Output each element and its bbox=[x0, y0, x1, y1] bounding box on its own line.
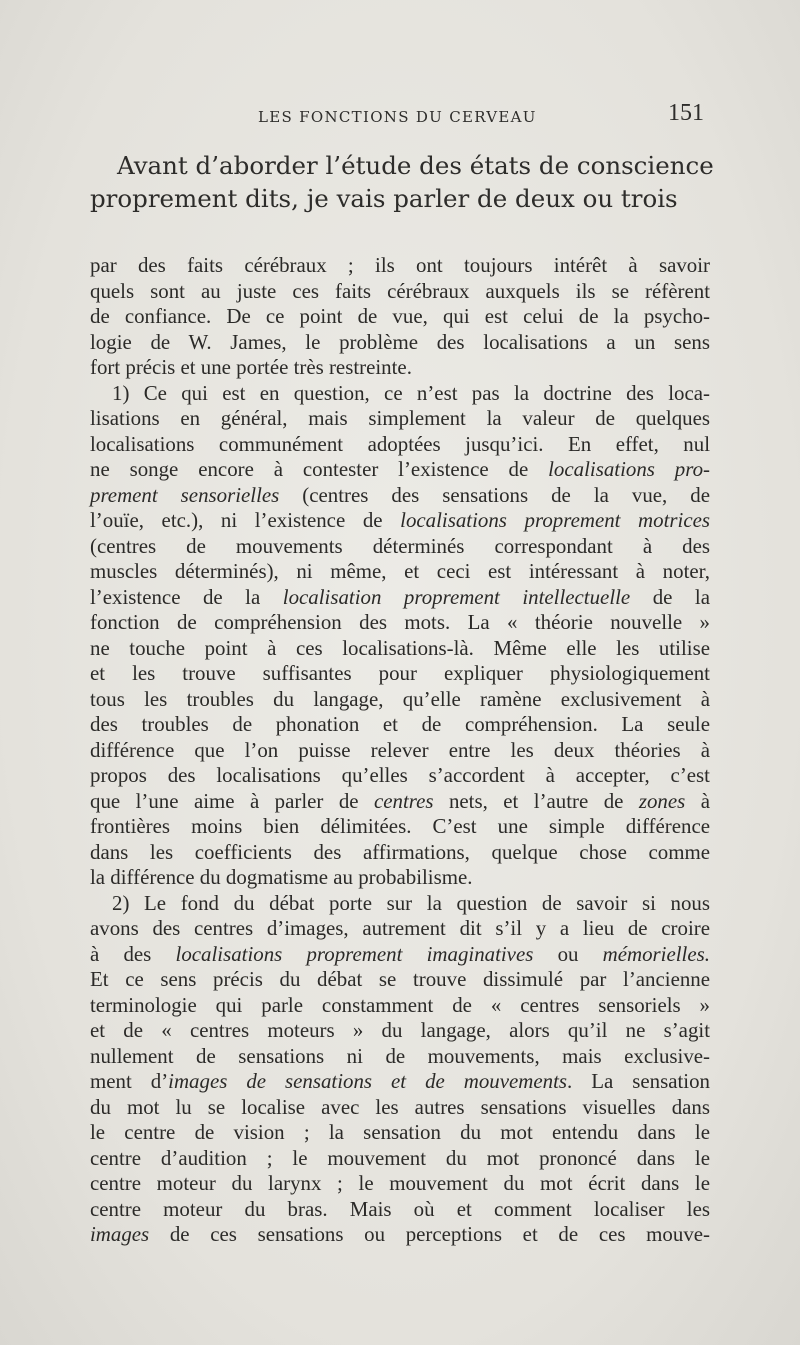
text-line bbox=[90, 1222, 710, 1248]
text-run: que l’une aime à parler de bbox=[90, 788, 374, 813]
text-line: lisations en général, mais simplement la valeur de quelques bbox=[90, 406, 710, 430]
italic-term: images bbox=[90, 1222, 150, 1246]
text-line: et de « centres moteurs » du langage, alors qu’il ne s’agit bbox=[90, 1018, 710, 1042]
paragraph-2 bbox=[90, 891, 710, 1248]
text-line bbox=[90, 789, 710, 815]
text-run: l’ouïe, etc.), ni l’existence de bbox=[90, 508, 401, 532]
text-run: ment d’ bbox=[90, 1069, 169, 1093]
text-line bbox=[90, 508, 710, 534]
italic-term: localisation proprement intellectuelle bbox=[282, 584, 631, 609]
intro-line: Avant d’aborder l’étude des états de conscience bbox=[117, 151, 714, 180]
text-line: fort précis et une portée très restreinte. bbox=[90, 355, 412, 379]
text-line bbox=[90, 585, 710, 611]
text-line: logie de W. James, le problème des localisations a un sens bbox=[90, 329, 710, 354]
text-run: . La sensation bbox=[567, 1069, 711, 1093]
text-line: des troubles de phonation et de compréhension. La seule bbox=[90, 712, 710, 736]
italic-term: mémorielles. bbox=[602, 941, 710, 966]
text-run: de ces sensations ou perceptions et de ces mouve- bbox=[149, 1222, 710, 1246]
text-run: nets, et l’autre de bbox=[433, 788, 639, 813]
italic-term: localisations pro- bbox=[548, 457, 710, 481]
text-line bbox=[90, 483, 710, 509]
text-run: ou bbox=[533, 941, 603, 966]
text-line bbox=[90, 457, 710, 483]
page-number: 151 bbox=[668, 100, 704, 126]
text-line: dans les coefficients des affirmations, quelque chose comme bbox=[90, 839, 710, 864]
italic-term: centres bbox=[373, 788, 434, 813]
text-run: à des bbox=[90, 941, 176, 966]
text-line: de confiance. De ce point de vue, qui est celui de la psycho- bbox=[90, 304, 710, 328]
text-line: du mot lu se localise avec les autres sensations visuelles dans bbox=[90, 1094, 710, 1119]
text-line: Et ce sens précis du débat se trouve dissimulé par l’ancienne bbox=[90, 967, 710, 991]
italic-term: localisations proprement imaginatives bbox=[175, 941, 534, 966]
intro-line: proprement dits, je vais parler de deux ou trois bbox=[90, 184, 678, 213]
text-line: 2) Le fond du débat porte sur la question de savoir si nous bbox=[112, 890, 710, 915]
paragraph-continuation bbox=[90, 253, 710, 381]
text-line: par des faits cérébraux ; ils ont toujours intérêt à savoir bbox=[90, 253, 710, 277]
text-line: frontières moins bien délimitées. C’est une simple différence bbox=[90, 814, 710, 838]
text-line: différence que l’on puisse relever entre les deux théories à bbox=[90, 737, 710, 762]
text-line: tous les troubles du langage, qu’elle ramène exclusivement à bbox=[90, 686, 710, 711]
text-line: le centre de vision ; la sensation du mot entendu dans le bbox=[90, 1120, 710, 1144]
text-run: à bbox=[685, 788, 710, 813]
text-line: centre moteur du larynx ; le mouvement du mot écrit dans le bbox=[90, 1171, 710, 1195]
text-line: la différence du dogmatisme au probabilisme. bbox=[90, 865, 473, 889]
text-line bbox=[90, 1069, 710, 1095]
italic-term: images de sensations et de mouvements bbox=[168, 1069, 568, 1093]
text-line bbox=[90, 942, 710, 968]
italic-term: prement sensorielles bbox=[90, 482, 280, 507]
italic-term: localisations proprement motrices bbox=[400, 508, 711, 532]
text-line: terminologie qui parle constamment de « centres sensoriels » bbox=[90, 992, 710, 1017]
text-line: fonction de compréhension des mots. La « théorie nouvelle » bbox=[90, 610, 710, 634]
text-run: l’existence de la bbox=[90, 584, 283, 609]
text-line: nullement de sensations ni de mouvements, mais exclusive- bbox=[90, 1043, 710, 1068]
text-line: et les trouve suffisantes pour expliquer physiologiquement bbox=[90, 661, 710, 685]
italic-term: zones bbox=[638, 788, 686, 813]
text-line: avons des centres d’images, autrement dit s’il y a lieu de croire bbox=[90, 916, 710, 940]
intro-paragraph bbox=[90, 149, 714, 215]
paragraph-1 bbox=[90, 381, 710, 891]
text-line: 1) Ce qui est en question, ce n’est pas la doctrine des loca- bbox=[112, 380, 710, 405]
text-line: muscles déterminés), ni même, et ceci est intéressant à noter, bbox=[90, 559, 710, 583]
text-line: centre moteur du bras. Mais où et comment localiser les bbox=[90, 1196, 710, 1221]
text-line: propos des localisations qu’elles s’accordent à accepter, c’est bbox=[90, 763, 710, 787]
body-text bbox=[90, 253, 710, 1248]
text-line: ne touche point à ces localisations-là. Même elle les utilise bbox=[90, 635, 710, 660]
running-title: LES FONCTIONS DU CERVEAU bbox=[258, 108, 537, 126]
text-line: (centres de mouvements déterminés correspondant à des bbox=[90, 533, 710, 558]
text-run: (centres des sensations de la vue, de bbox=[279, 482, 710, 507]
text-line: localisations communément adoptées jusqu’ici. En effet, nul bbox=[90, 431, 710, 456]
text-line: quels sont au juste ces faits cérébraux auxquels ils se réfèrent bbox=[90, 278, 710, 303]
text-run: ne songe encore à contester l’existence de bbox=[90, 457, 549, 481]
text-run: de la bbox=[630, 584, 710, 609]
page-header bbox=[252, 100, 704, 130]
text-line: centre d’audition ; le mouvement du mot prononcé dans le bbox=[90, 1145, 710, 1170]
